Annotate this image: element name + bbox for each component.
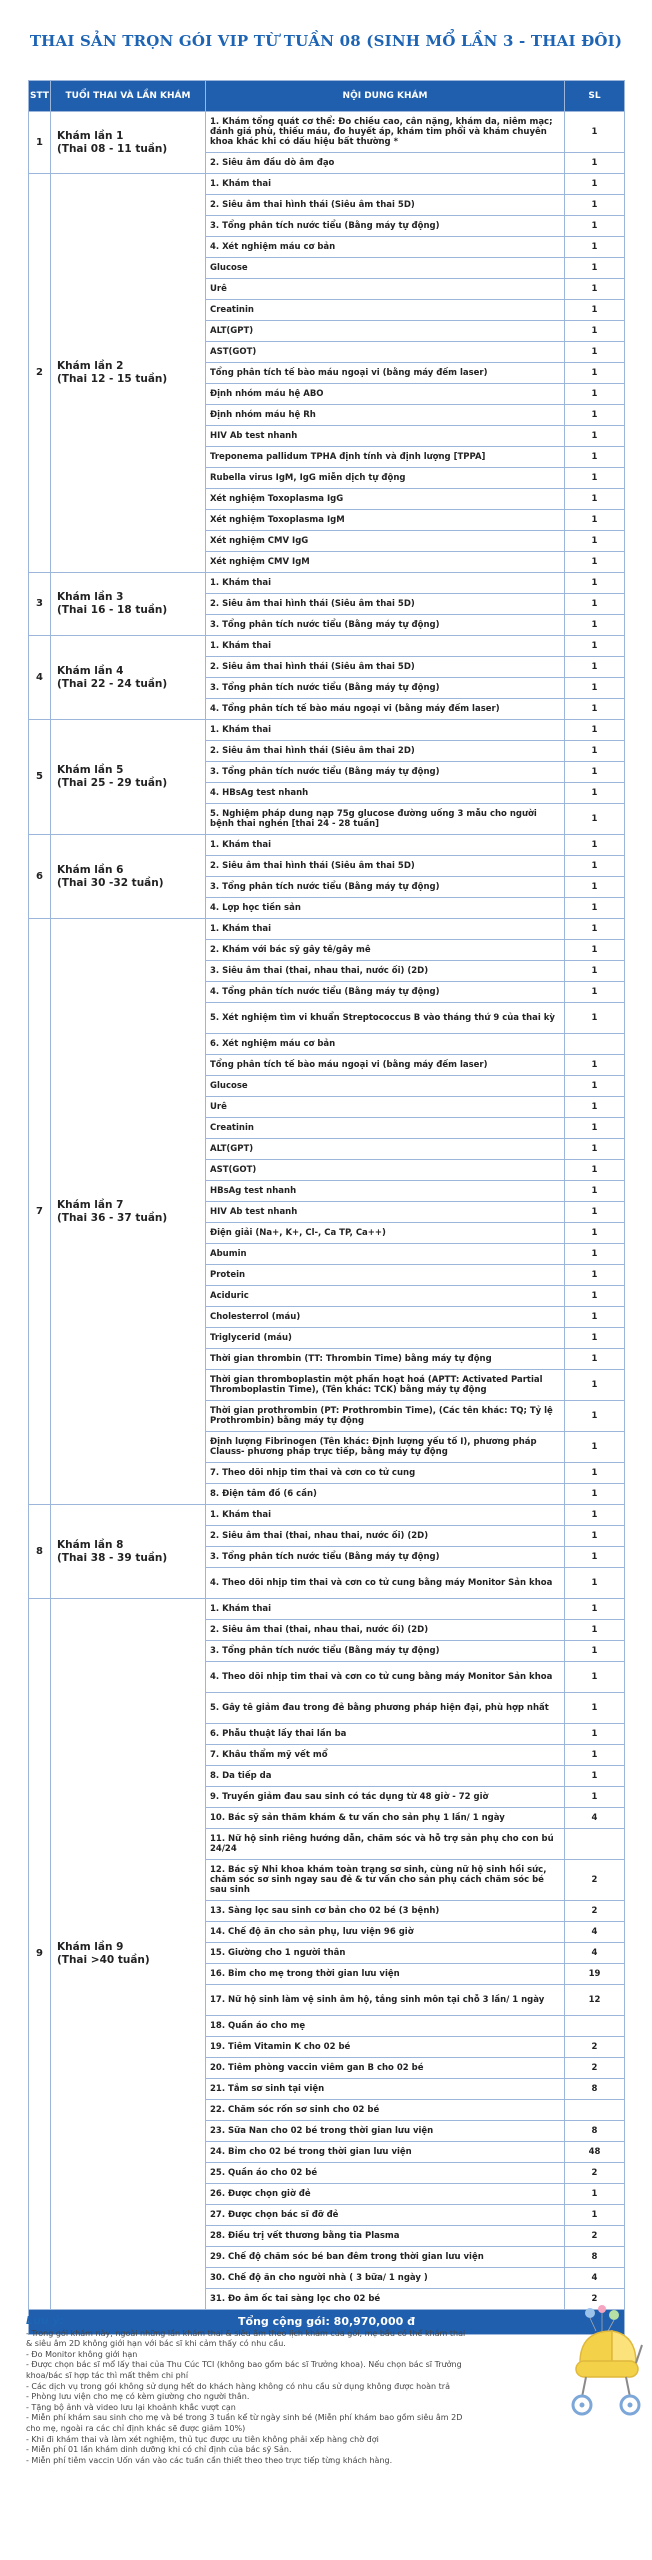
table-row — [29, 1599, 625, 1620]
table-row — [29, 174, 625, 195]
service-item: 3. Tổng phân tích nước tiểu (Bằng máy tự động) — [206, 615, 565, 636]
service-item: 16. Bỉm cho mẹ trong thời gian lưu viện — [206, 1964, 565, 1985]
service-item: HIV Ab test nhanh — [206, 1202, 565, 1223]
service-qty: 1 — [565, 919, 625, 940]
service-item: 23. Sữa Nan cho 02 bé trong thời gian lưu viện — [206, 2121, 565, 2142]
service-qty: 1 — [565, 1097, 625, 1118]
service-item: 1. Khám thai — [206, 1599, 565, 1620]
service-qty: 1 — [565, 1003, 625, 1034]
table-row — [29, 919, 625, 940]
visit-weeks: (Thai 30 -32 tuần) — [57, 876, 164, 889]
service-item: 26. Được chọn giờ đẻ — [206, 2184, 565, 2205]
service-qty: 1 — [565, 1286, 625, 1307]
service-item: Aciduric — [206, 1286, 565, 1307]
note-line: - Miễn phí 01 lần khám dinh dưỡng khi có chỉ định của bác sỹ Sản. — [26, 2445, 292, 2455]
service-item: Tổng phân tích tế bào máu ngoại vi (bằng máy đếm laser) — [206, 1055, 565, 1076]
service-item: 3. Tổng phân tích nước tiểu (Bằng máy tự động) — [206, 1641, 565, 1662]
service-item: 4. Theo dõi nhịp tim thai và cơn co tử cung bằng máy Monitor Sản khoa — [206, 1568, 565, 1599]
service-item: 3. Tổng phân tích nước tiểu (Bằng máy tự động) — [206, 877, 565, 898]
service-qty: 1 — [565, 982, 625, 1003]
service-item: 27. Được chọn bác sĩ đỡ đẻ — [206, 2205, 565, 2226]
service-qty: 1 — [565, 1202, 625, 1223]
service-item: 1. Khám thai — [206, 174, 565, 195]
service-item: 2. Siêu âm thai hình thái (Siêu âm thai 2D) — [206, 741, 565, 762]
service-item: AST(GOT) — [206, 342, 565, 363]
service-item: 1. Khám thai — [206, 835, 565, 856]
service-item: 17. Nữ hộ sinh làm vệ sinh âm hộ, tắng sinh môn tại chỗ 3 lần/ 1 ngày — [206, 1985, 565, 2016]
visit-label: Khám lần 6 — [57, 863, 124, 876]
service-item: Xét nghiệm Toxoplasma IgM — [206, 510, 565, 531]
service-item: Glucose — [206, 258, 565, 279]
service-item: Thời gian prothrombin (PT: Prothrombin Time), (Các tên khác: TQ; Tỷ lệ Prothrombin) bằng máy tự động — [206, 1401, 565, 1432]
header-content: NỘI DUNG KHÁM — [206, 81, 565, 112]
service-qty: 1 — [565, 877, 625, 898]
visit-cell — [51, 1505, 206, 1599]
service-qty: 4 — [565, 2268, 625, 2289]
service-qty: 1 — [565, 1484, 625, 1505]
service-qty: 1 — [565, 426, 625, 447]
service-item: 2. Siêu âm đầu dò âm đạo — [206, 153, 565, 174]
service-qty: 1 — [565, 342, 625, 363]
service-item: 8. Da tiếp da — [206, 1766, 565, 1787]
service-qty: 1 — [565, 1223, 625, 1244]
row-number: 9 — [29, 1599, 51, 2310]
service-item: 3. Siêu âm thai (thai, nhau thai, nước ối) (2D) — [206, 961, 565, 982]
service-qty: 1 — [565, 552, 625, 573]
service-item: 5. Xét nghiệm tìm vi khuẩn Streptococcus B vào tháng thứ 9 của thai kỳ — [206, 1003, 565, 1034]
service-qty: 4 — [565, 1943, 625, 1964]
service-qty: 1 — [565, 1328, 625, 1349]
service-qty: 8 — [565, 2121, 625, 2142]
service-qty: 19 — [565, 1964, 625, 1985]
service-item: 18. Quần áo cho mẹ — [206, 2016, 565, 2037]
visit-cell — [51, 174, 206, 573]
service-item: 2. Siêu âm thai (thai, nhau thai, nước ối) (2D) — [206, 1620, 565, 1641]
note-line: & siêu âm 2D không giới hạn với bác sĩ khi cảm thấy có nhu cầu. — [26, 2339, 286, 2349]
service-qty: 2 — [565, 2058, 625, 2079]
service-qty: 1 — [565, 1526, 625, 1547]
note-line: - Miễn phí khám sau sinh cho mẹ và bé trong 3 tuần kể từ ngày sinh bé (Miễn phí khám bao gồm siêu âm 2D — [26, 2413, 463, 2423]
service-item: 4. Xét nghiệm máu cơ bản — [206, 237, 565, 258]
note-line: khoa/bác sĩ hợp tác thì mất thêm chi phí — [26, 2370, 189, 2380]
service-qty: 1 — [565, 1370, 625, 1401]
service-item: Abumin — [206, 1244, 565, 1265]
row-number: 1 — [29, 112, 51, 174]
service-item: Rubella virus IgM, IgG miễn dịch tự động — [206, 468, 565, 489]
service-item: Thời gian thrombin (TT: Thrombin Time) bằng máy tự động — [206, 1349, 565, 1370]
service-item: 10. Bác sỹ sản thăm khám & tư vấn cho sản phụ 1 lần/ 1 ngày — [206, 1808, 565, 1829]
service-item: 4. HBsAg test nhanh — [206, 783, 565, 804]
visit-cell — [51, 919, 206, 1505]
service-qty: 2 — [565, 2163, 625, 2184]
service-item: Điện giải (Na+, K+, Cl-, Ca TP, Ca++) — [206, 1223, 565, 1244]
visit-label: Khám lần 8 — [57, 1538, 124, 1551]
service-qty: 1 — [565, 1599, 625, 1620]
service-qty — [565, 1034, 625, 1055]
service-qty: 1 — [565, 1432, 625, 1463]
note-line: - Khi đi khám thai và làm xét nghiệm, thủ tục được ưu tiên không phải xếp hàng chờ đợi — [26, 2434, 379, 2444]
visit-weeks: (Thai 38 - 39 tuần) — [57, 1551, 168, 1564]
note-line: - Trong gói khám này, ngoài những lần khám thai & siêu âm theo lịch khám của gói, mẹ bầu có thể khám thai — [26, 2328, 466, 2338]
service-qty: 1 — [565, 363, 625, 384]
service-qty: 1 — [565, 1265, 625, 1286]
service-qty: 1 — [565, 1641, 625, 1662]
service-qty: 1 — [565, 405, 625, 426]
service-item: 2. Siêu âm thai hình thái (Siêu âm thai 5D) — [206, 594, 565, 615]
service-item: Xét nghiệm CMV IgG — [206, 531, 565, 552]
service-item: 28. Điều trị vết thương bằng tia Plasma — [206, 2226, 565, 2247]
row-number: 8 — [29, 1505, 51, 1599]
table-row — [29, 112, 625, 153]
visit-label: Khám lần 1 — [57, 129, 124, 142]
visit-label: Khám lần 3 — [57, 591, 124, 603]
service-item: 6. Phẫu thuật lấy thai lần ba — [206, 1724, 565, 1745]
service-qty: 1 — [565, 940, 625, 961]
service-item: 3. Tổng phân tích nước tiểu (Bằng máy tự động) — [206, 678, 565, 699]
service-qty: 1 — [565, 2205, 625, 2226]
visit-weeks: (Thai >40 tuần) — [57, 1954, 150, 1966]
service-qty: 1 — [565, 1401, 625, 1432]
note-line: - Phòng lưu viện cho mẹ có kèm giường cho người thân. — [26, 2392, 250, 2402]
note-line: - Được chọn bác sĩ mổ lấy thai của Thu Cúc TCI (không bao gồm bác sĩ Trưởng khoa). Nếu chọn bác sĩ Trưởng — [26, 2360, 462, 2370]
service-item: 4. Tổng phân tích tế bào máu ngoại vi (bằng máy đếm laser) — [206, 699, 565, 720]
service-qty: 1 — [565, 741, 625, 762]
service-qty: 1 — [565, 636, 625, 657]
service-qty: 1 — [565, 1463, 625, 1484]
service-qty: 2 — [565, 1860, 625, 1901]
service-item: 20. Tiêm phòng vaccin viêm gan B cho 02 bé — [206, 2058, 565, 2079]
service-item: 4. Theo dõi nhịp tim thai và cơn co tử cung bằng máy Monitor Sản khoa — [206, 1662, 565, 1693]
row-number: 4 — [29, 636, 51, 720]
service-item: Treponema pallidum TPHA định tính và định lượng [TPPA] — [206, 447, 565, 468]
visit-cell — [51, 1599, 206, 2310]
notes-section — [26, 2316, 586, 2466]
service-qty: 1 — [565, 1568, 625, 1599]
service-item: 2. Siêu âm thai (thai, nhau thai, nước ối) (2D) — [206, 1526, 565, 1547]
service-qty: 1 — [565, 1160, 625, 1181]
service-qty: 1 — [565, 216, 625, 237]
visit-weeks: (Thai 12 - 15 tuần) — [57, 373, 168, 385]
visit-label: Khám lần 7 — [57, 1198, 124, 1211]
service-item: 5. Gây tê giảm đau trong đẻ bằng phương pháp hiện đại, phù hợp nhất — [206, 1693, 565, 1724]
header-visit: TUỔI THAI VÀ LẦN KHÁM — [51, 81, 206, 112]
visit-label: Khám lần 5 — [57, 764, 124, 776]
table-header-row — [29, 81, 625, 112]
service-item: Định lượng Fibrinogen (Tên khác: Định lượng yếu tố I), phương pháp Clauss- phương pháp trực tiếp, bằng máy tự động — [206, 1432, 565, 1463]
row-number: 2 — [29, 174, 51, 573]
service-item: HIV Ab test nhanh — [206, 426, 565, 447]
total-price: Tổng cộng gói: 80,970,000 đ — [29, 2310, 625, 2335]
visit-weeks: (Thai 08 - 11 tuần) — [57, 142, 168, 155]
service-item: 6. Xét nghiệm máu cơ bản — [206, 1034, 565, 1055]
service-item: 1. Khám thai — [206, 636, 565, 657]
service-item: 30. Chế độ ăn cho người nhà ( 3 bữa/ 1 ngày ) — [206, 2268, 565, 2289]
note-line: - Đo Monitor không giới hạn — [26, 2349, 138, 2359]
service-qty: 1 — [565, 1349, 625, 1370]
service-qty: 48 — [565, 2142, 625, 2163]
service-item: 3. Tổng phân tích nước tiểu (Bằng máy tự động) — [206, 216, 565, 237]
service-item: Xét nghiệm CMV IgM — [206, 552, 565, 573]
service-qty: 1 — [565, 1505, 625, 1526]
service-qty: 1 — [565, 1662, 625, 1693]
visit-label: Khám lần 4 — [57, 664, 124, 677]
service-item: 2. Khám với bác sỹ gây tê/gây mê — [206, 940, 565, 961]
service-qty — [565, 2100, 625, 2121]
service-qty: 1 — [565, 657, 625, 678]
service-qty: 1 — [565, 1745, 625, 1766]
note-line: - Tặng bộ ảnh và video lưu lại khoảnh khắc vượt cạn — [26, 2402, 236, 2412]
note-line: - Miễn phí tiêm vaccin Uốn ván vào các tuần cần thiết theo theo trực tiếp từng khách hàng. — [26, 2455, 393, 2465]
visit-cell — [51, 573, 206, 636]
service-qty: 1 — [565, 384, 625, 405]
service-item: ALT(GPT) — [206, 321, 565, 342]
service-qty: 1 — [565, 835, 625, 856]
service-item: 4. Tổng phân tích nước tiểu (Bằng máy tự động) — [206, 982, 565, 1003]
service-qty: 1 — [565, 468, 625, 489]
service-qty: 1 — [565, 699, 625, 720]
service-qty: 1 — [565, 279, 625, 300]
note-line: - Các dịch vụ trong gói không sử dụng hết do khách hàng không có nhu cầu sử dụng không được hoàn trả — [26, 2381, 450, 2391]
service-item: Creatinin — [206, 300, 565, 321]
service-item: 7. Theo dõi nhịp tim thai và cơn co tử cung — [206, 1463, 565, 1484]
service-qty: 12 — [565, 1985, 625, 2016]
row-number: 7 — [29, 919, 51, 1505]
service-qty: 1 — [565, 594, 625, 615]
service-item: 1. Khám tổng quát cơ thể: Đo chiều cao, cân nặng, khám da, niêm mạc; đánh giá phù, thiếu máu, đo huyết áp, khám tim phổi và khám chuyên khoa khác khi có dấu hiệu bất thường * — [206, 112, 565, 153]
service-item: 9. Truyền giảm đau sau sinh có tác dụng từ 48 giờ - 72 giờ — [206, 1787, 565, 1808]
service-item: Protein — [206, 1265, 565, 1286]
service-item: 31. Đo âm ốc tai sàng lọc cho 02 bé — [206, 2289, 565, 2310]
service-qty: 1 — [565, 1307, 625, 1328]
service-qty: 8 — [565, 2247, 625, 2268]
table-row — [29, 835, 625, 856]
service-item: 29. Chế độ chăm sóc bé ban đêm trong thời gian lưu viện — [206, 2247, 565, 2268]
service-item: HBsAg test nhanh — [206, 1181, 565, 1202]
service-qty: 1 — [565, 573, 625, 594]
service-item: 7. Khâu thẩm mỹ vết mổ — [206, 1745, 565, 1766]
service-qty: 1 — [565, 489, 625, 510]
visit-cell — [51, 835, 206, 919]
service-qty: 1 — [565, 615, 625, 636]
service-item: Triglycerid (máu) — [206, 1328, 565, 1349]
page-title: THAI SẢN TRỌN GÓI VIP TỪ TUẦN 08 (SINH MỔ LẦN 3 - THAI ĐÔI) — [29, 32, 623, 50]
service-qty: 1 — [565, 300, 625, 321]
header-qty: SL — [565, 81, 625, 112]
services-table — [28, 80, 625, 2335]
service-item: 24. Bỉm cho 02 bé trong thời gian lưu viện — [206, 2142, 565, 2163]
service-qty: 1 — [565, 1547, 625, 1568]
service-item: AST(GOT) — [206, 1160, 565, 1181]
notes-lines — [26, 2329, 586, 2467]
service-qty: 2 — [565, 2226, 625, 2247]
baby-stroller-icon — [566, 2305, 644, 2425]
visit-cell — [51, 720, 206, 835]
service-item: Urê — [206, 279, 565, 300]
service-qty: 1 — [565, 856, 625, 877]
table-row — [29, 1505, 625, 1526]
service-qty: 1 — [565, 1244, 625, 1265]
service-qty: 8 — [565, 2079, 625, 2100]
service-qty: 2 — [565, 2037, 625, 2058]
note-line: cho mẹ, ngoài ra các chỉ định khác sẽ được giảm 10%) — [26, 2423, 246, 2433]
service-item: 2. Siêu âm thai hình thái (Siêu âm thai 5D) — [206, 657, 565, 678]
row-number: 5 — [29, 720, 51, 835]
service-item: 1. Khám thai — [206, 573, 565, 594]
visit-cell — [51, 112, 206, 174]
service-qty: 1 — [565, 1620, 625, 1641]
service-item: Urê — [206, 1097, 565, 1118]
service-qty: 1 — [565, 961, 625, 982]
service-item: 13. Sàng lọc sau sinh cơ bản cho 02 bé (3 bệnh) — [206, 1901, 565, 1922]
service-item: ALT(GPT) — [206, 1139, 565, 1160]
visit-weeks: (Thai 16 - 18 tuần) — [57, 604, 168, 616]
service-item: 3. Tổng phân tích nước tiểu (Bằng máy tự động) — [206, 762, 565, 783]
service-qty: 1 — [565, 174, 625, 195]
service-item: 22. Chăm sóc rốn sơ sinh cho 02 bé — [206, 2100, 565, 2121]
table-row — [29, 720, 625, 741]
service-item: Định nhóm máu hệ Rh — [206, 405, 565, 426]
service-item: Thời gian thromboplastin một phần hoạt hoá (APTT: Activated Partial Thromboplastin Time), (Tên khác: TCK) bằng máy tự động — [206, 1370, 565, 1401]
service-item: 11. Nữ hộ sinh riêng hướng dẫn, chăm sóc và hỗ trợ sản phụ cho con bú 24/24 — [206, 1829, 565, 1860]
service-qty: 1 — [565, 1766, 625, 1787]
visit-weeks: (Thai 36 - 37 tuần) — [57, 1211, 168, 1224]
visit-label: Khám lần 2 — [57, 360, 124, 372]
service-item: 12. Bác sỹ Nhi khoa khám toàn trạng sơ sinh, cùng nữ hộ sinh hồi sức, chăm sóc sơ sinh ngay sau đẻ & tư vấn cho sản phụ cách chăm sóc bé sau sinh — [206, 1860, 565, 1901]
service-qty: 1 — [565, 1693, 625, 1724]
service-qty: 1 — [565, 1118, 625, 1139]
service-item: 4. Lợp học tiền sản — [206, 898, 565, 919]
service-qty: 1 — [565, 1055, 625, 1076]
service-qty: 1 — [565, 720, 625, 741]
service-item: 2. Siêu âm thai hình thái (Siêu âm thai 5D) — [206, 195, 565, 216]
table-row — [29, 573, 625, 594]
visit-label: Khám lần 9 — [57, 1941, 124, 1953]
service-qty: 1 — [565, 153, 625, 174]
service-qty: 1 — [565, 762, 625, 783]
service-qty: 1 — [565, 1724, 625, 1745]
service-qty: 1 — [565, 195, 625, 216]
service-qty: 2 — [565, 2289, 625, 2310]
service-qty: 1 — [565, 447, 625, 468]
service-qty: 1 — [565, 258, 625, 279]
row-number: 6 — [29, 835, 51, 919]
service-item: Creatinin — [206, 1118, 565, 1139]
service-item: 2. Siêu âm thai hình thái (Siêu âm thai 5D) — [206, 856, 565, 877]
service-qty: 4 — [565, 1922, 625, 1943]
service-qty: 1 — [565, 678, 625, 699]
row-number: 3 — [29, 573, 51, 636]
service-item: Xét nghiệm Toxoplasma IgG — [206, 489, 565, 510]
service-item: 25. Quần áo cho 02 bé — [206, 2163, 565, 2184]
service-item: 1. Khám thai — [206, 1505, 565, 1526]
service-qty: 1 — [565, 237, 625, 258]
service-qty: 1 — [565, 1076, 625, 1097]
visit-weeks: (Thai 25 - 29 tuần) — [57, 777, 168, 789]
table-row — [29, 636, 625, 657]
service-qty — [565, 2016, 625, 2037]
service-item: 14. Chế độ ăn cho sản phụ, lưu viện 96 giờ — [206, 1922, 565, 1943]
notes-title: Lưu ý: — [26, 2314, 65, 2327]
service-qty: 1 — [565, 898, 625, 919]
service-item: 21. Tắm sơ sinh tại viện — [206, 2079, 565, 2100]
service-qty: 1 — [565, 1181, 625, 1202]
service-item: 19. Tiêm Vitamin K cho 02 bé — [206, 2037, 565, 2058]
service-qty: 1 — [565, 112, 625, 153]
service-qty — [565, 1829, 625, 1860]
visit-cell — [51, 636, 206, 720]
service-qty: 1 — [565, 321, 625, 342]
service-item: Glucose — [206, 1076, 565, 1097]
service-item: 1. Khám thai — [206, 919, 565, 940]
service-qty: 1 — [565, 1787, 625, 1808]
service-item: Định nhóm máu hệ ABO — [206, 384, 565, 405]
service-qty: 2 — [565, 1901, 625, 1922]
service-item: 5. Nghiệm pháp dung nạp 75g glucose đường uống 3 mẫu cho người bệnh thai nghén [thai 24 - 28 tuần] — [206, 804, 565, 835]
visit-weeks: (Thai 22 - 24 tuần) — [57, 677, 168, 690]
service-qty: 1 — [565, 783, 625, 804]
service-item: 15. Giường cho 1 người thân — [206, 1943, 565, 1964]
service-qty: 1 — [565, 510, 625, 531]
service-item: Cholesterrol (máu) — [206, 1307, 565, 1328]
service-qty: 1 — [565, 2184, 625, 2205]
service-qty: 1 — [565, 804, 625, 835]
service-item: 8. Điện tâm đồ (6 cần) — [206, 1484, 565, 1505]
service-item: Tổng phân tích tế bào máu ngoại vi (bằng máy đếm laser) — [206, 363, 565, 384]
service-qty: 1 — [565, 531, 625, 552]
header-stt: STT — [29, 81, 51, 112]
service-qty: 1 — [565, 1139, 625, 1160]
service-item: 1. Khám thai — [206, 720, 565, 741]
service-item: 3. Tổng phân tích nước tiểu (Bằng máy tự động) — [206, 1547, 565, 1568]
service-qty: 4 — [565, 1808, 625, 1829]
